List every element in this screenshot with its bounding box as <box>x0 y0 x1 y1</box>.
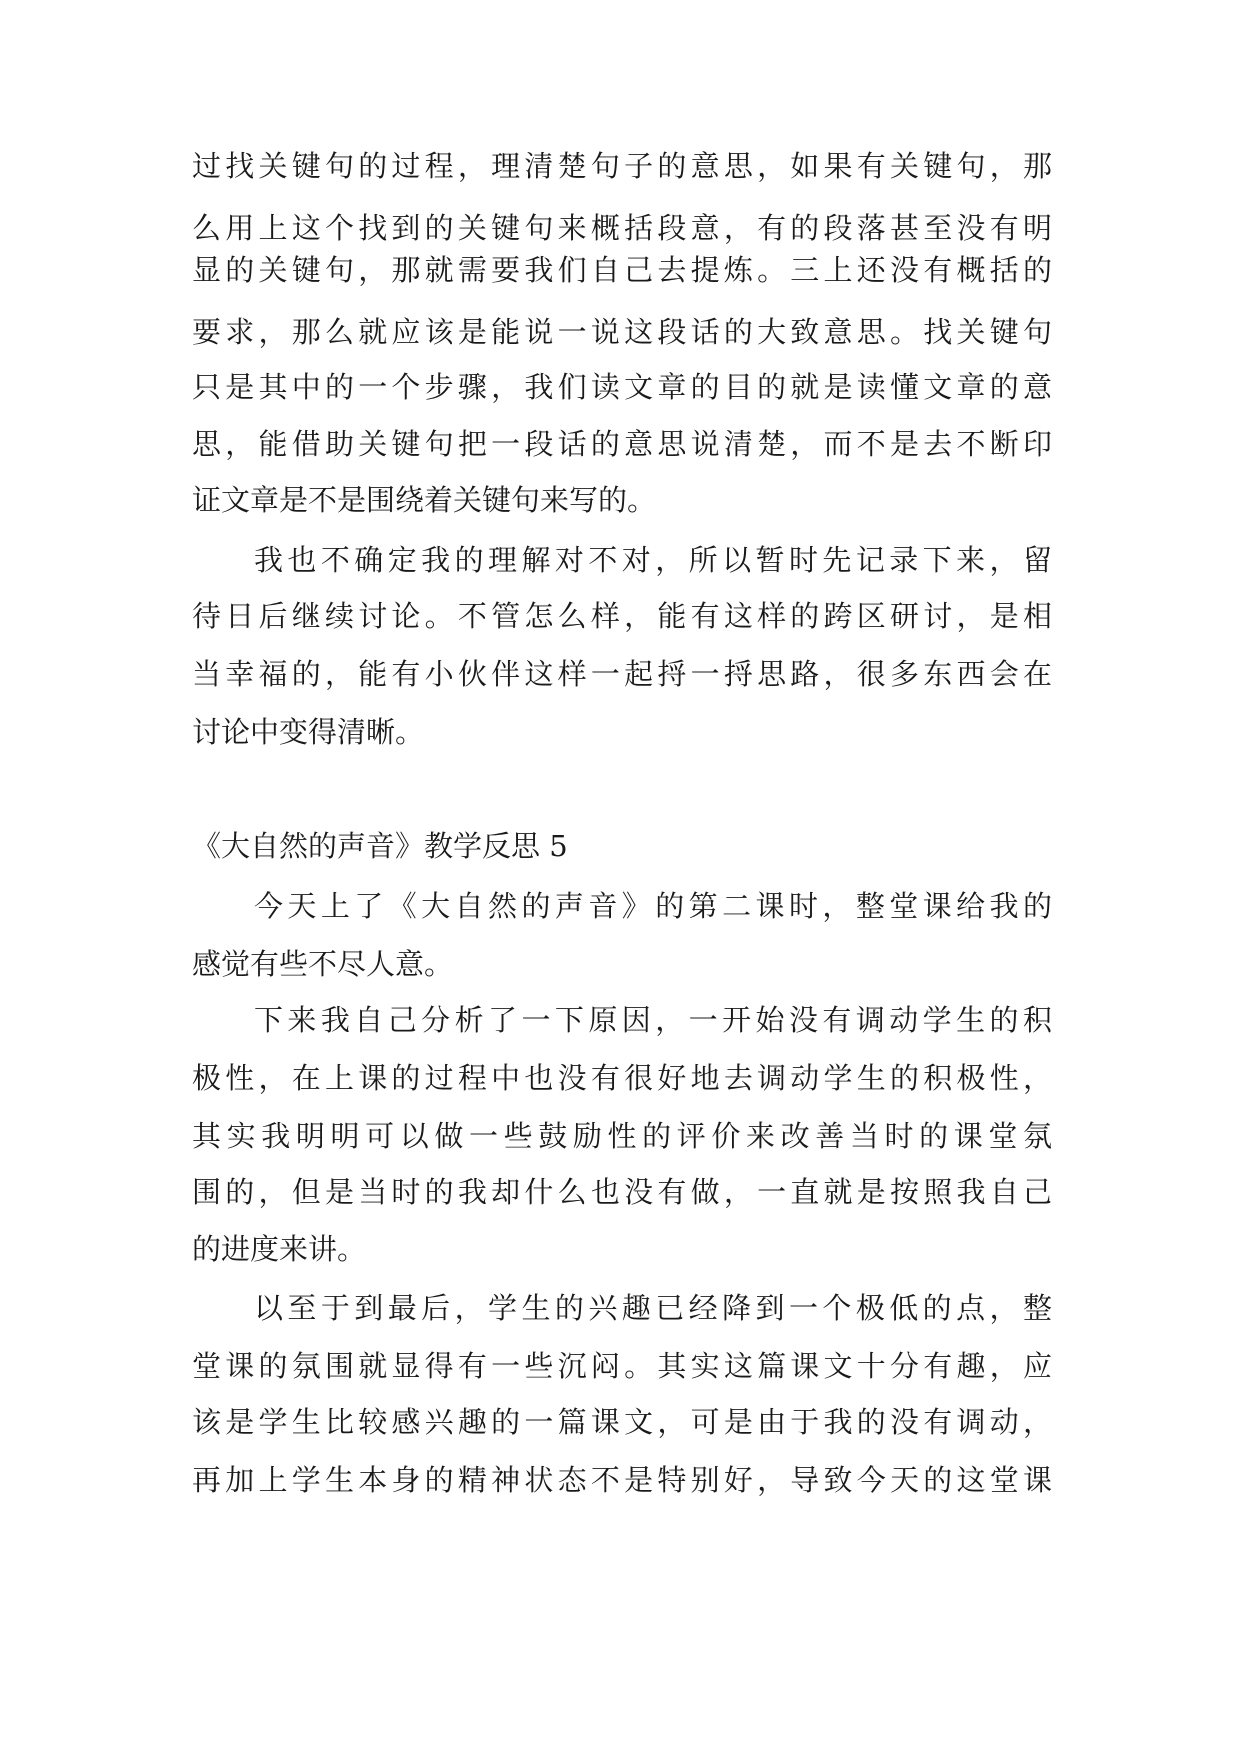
paragraph-2-line-2: 待日后继续讨论。不管怎么样，能有这样的跨区研讨，是相 <box>192 599 1052 633</box>
paragraph-2-line-3: 当幸福的，能有小伙伴这样一起捋一捋思路，很多东西会在 <box>192 657 1052 691</box>
section-title: 《大自然的声音》教学反思 5 <box>192 829 568 863</box>
paragraph-4-line-1: 下来我自己分析了一下原因，一开始没有调动学生的积 <box>254 1003 1052 1037</box>
paragraph-1-line-6: 思，能借助关键句把一段话的意思说清楚，而不是去不断印 <box>192 427 1052 461</box>
paragraph-2-line-4: 讨论中变得清晰。 <box>192 715 425 749</box>
paragraph-1-line-7: 证文章是不是围绕着关键句来写的。 <box>192 483 657 517</box>
paragraph-1-line-2: 么用上这个找到的关键句来概括段意，有的段落甚至没有明 <box>192 211 1052 245</box>
paragraph-4-line-4: 围的，但是当时的我却什么也没有做，一直就是按照我自己 <box>192 1175 1052 1209</box>
paragraph-2-line-1: 我也不确定我的理解对不对，所以暂时先记录下来，留 <box>254 543 1052 577</box>
paragraph-3-line-2: 感觉有些不尽人意。 <box>192 947 454 981</box>
paragraph-4-line-3: 其实我明明可以做一些鼓励性的评价来改善当时的课堂氛 <box>192 1119 1052 1153</box>
paragraph-1-line-5: 只是其中的一个步骤，我们读文章的目的就是读懂文章的意 <box>192 370 1052 404</box>
paragraph-5-line-2: 堂课的氛围就显得有一些沉闷。其实这篇课文十分有趣，应 <box>192 1349 1052 1383</box>
paragraph-4-line-5: 的进度来讲。 <box>192 1232 367 1266</box>
paragraph-5-line-1: 以至于到最后，学生的兴趣已经降到一个极低的点，整 <box>254 1291 1052 1325</box>
paragraph-5-line-3: 该是学生比较感兴趣的一篇课文，可是由于我的没有调动， <box>192 1405 1052 1439</box>
paragraph-1-line-4: 要求，那么就应该是能说一说这段话的大致意思。找关键句 <box>192 315 1052 349</box>
paragraph-1-line-3: 显的关键句，那就需要我们自己去提炼。三上还没有概括的 <box>192 253 1052 287</box>
paragraph-3-line-1: 今天上了《大自然的声音》的第二课时，整堂课给我的 <box>254 889 1052 923</box>
paragraph-4-line-2: 极性，在上课的过程中也没有很好地去调动学生的积极性， <box>192 1061 1052 1095</box>
paragraph-1-line-1: 过找关键句的过程，理清楚句子的意思，如果有关键句，那 <box>192 149 1052 183</box>
paragraph-5-line-4: 再加上学生本身的精神状态不是特别好，导致今天的这堂课 <box>192 1463 1052 1497</box>
